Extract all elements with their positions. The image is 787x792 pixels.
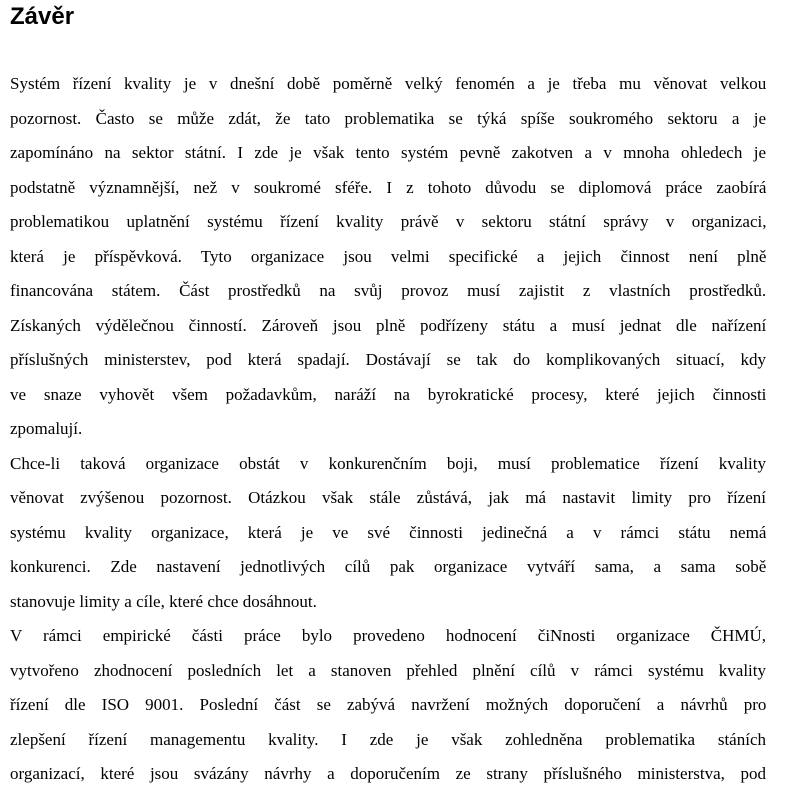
- text-line: příslušných ministerstev, pod která spadají. Dostávají se tak do komplikovaných situací, kdy: [10, 350, 766, 369]
- text-line: financována státem. Část prostředků na svůj provoz musí zajistit z vlastních prostředků.: [10, 281, 767, 300]
- text-line: Chce-li taková organizace obstát v konkurenčním boji, musí problematice řízení kvality: [10, 453, 766, 473]
- text-line: která je příspěvková. Tyto organizace jsou velmi specifické a jejich činnost není plně: [10, 246, 767, 266]
- text-line: zlepšení řízení managementu kvality. I zde je však zohledněna problematika stáních: [10, 729, 766, 749]
- text-line: řízení dle ISO 9001. Poslední část se zabývá navržení možných doporučení a návrhů pro: [10, 695, 767, 714]
- text-line: věnovat zvýšenou pozornost. Otázkou však stále zůstává, jak má nastavit limity pro řízení: [10, 488, 766, 507]
- paragraph-1: [10, 67, 766, 447]
- document-page: [10, 0, 766, 792]
- paragraph-3: [10, 619, 766, 792]
- page-title: Závěr: [10, 3, 75, 30]
- document-body: [10, 67, 766, 792]
- paragraph-2: [10, 447, 766, 620]
- text-line: konkurenci. Zde nastavení jednotlivých cílů pak organizace vytváří sama, a sama sobě: [10, 557, 767, 576]
- text-line: zapomínáno na sektor státní. I zde je však tento systém pevně zakotven a v mnoha ohledech je: [10, 143, 766, 162]
- text-line: vytvořeno zhodnocení posledních let a stanoven přehled plnění cílů v rámci systému kvality: [10, 660, 766, 680]
- text-line: Systém řízení kvality je v dnešní době poměrně velký fenomén a je třeba mu věnovat velkou: [10, 74, 767, 93]
- text-line: stanovuje limity a cíle, které chce dosáhnout.: [10, 591, 317, 611]
- text-line: problematikou uplatnění systému řízení kvality právě v sektoru státní správy v organizaci,: [10, 212, 767, 231]
- text-line: pozornost. Často se může zdát, že tato problematika se týká spíše soukromého sektoru a je: [10, 108, 766, 128]
- text-line: podstatně významnější, než v soukromé sféře. I z tohoto důvodu se diplomová práce zaobírá: [10, 177, 767, 197]
- text-line: V rámci empirické části práce bylo provedeno hodnocení čiNnosti organizace ČHMÚ,: [10, 626, 767, 645]
- text-line: ve snaze vyhovět všem požadavkům, naráží na byrokratické procesy, které jejich činnosti: [10, 384, 767, 404]
- text-line: organizací, které jsou svázány návrhy a doporučením ze strany příslušného ministerstva, pod: [10, 764, 766, 783]
- text-line: zpomalují.: [10, 419, 83, 438]
- text-line: Získaných výdělečnou činností. Zároveň jsou plně podřízeny státu a musí jednat dle nařízení: [10, 315, 767, 335]
- text-line: systému kvality organizace, která je ve své činnosti jedinečná a v rámci státu nemá: [10, 522, 767, 542]
